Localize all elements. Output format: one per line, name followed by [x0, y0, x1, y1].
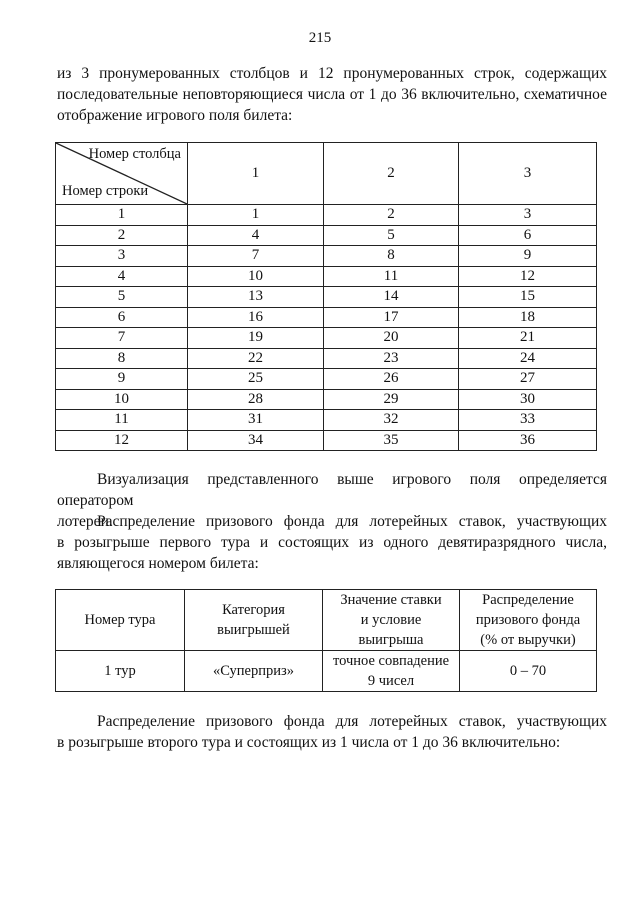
grid-col-header: 3 [459, 143, 597, 205]
grid-cell: 32 [324, 410, 459, 431]
grid-cell: 11 [324, 266, 459, 287]
prize-header-cell [460, 590, 597, 651]
grid-row [56, 389, 597, 410]
prize-header-cell-line: выигрышей [217, 622, 290, 638]
grid-col-header: 2 [324, 143, 459, 205]
prize-distribution-paragraph-2 [57, 711, 607, 753]
intro-line: последовательные неповторяющиеся числа от 1 до 36 включительно, схематичное [57, 86, 607, 103]
grid-cell: 3 [459, 205, 597, 226]
grid-row [56, 410, 597, 431]
prize-cell [460, 651, 597, 692]
grid-cell: 14 [324, 287, 459, 308]
grid-cell: 33 [459, 410, 597, 431]
prize-header-cell [185, 590, 323, 651]
grid-cell: 25 [188, 369, 324, 390]
prize-header-cell-line: Категория [222, 602, 285, 618]
grid-row-number: 7 [56, 328, 188, 349]
grid-cell: 29 [324, 389, 459, 410]
grid-cell: 5 [324, 225, 459, 246]
grid-cell: 27 [459, 369, 597, 390]
grid-cell: 9 [459, 246, 597, 267]
grid-cell: 24 [459, 348, 597, 369]
grid-cell: 12 [459, 266, 597, 287]
grid-row-number: 6 [56, 307, 188, 328]
grid-row [56, 287, 597, 308]
prize-cell [185, 651, 323, 692]
grid-cell: 20 [324, 328, 459, 349]
prize-cell [56, 651, 185, 692]
grid-row [56, 328, 597, 349]
grid-row-number: 9 [56, 369, 188, 390]
grid-header-row [56, 143, 597, 205]
grid-cell: 26 [324, 369, 459, 390]
prize-header-cell-line: и условие [360, 612, 422, 628]
grid-row-number: 5 [56, 287, 188, 308]
grid-cell: 31 [188, 410, 324, 431]
grid-col-header: 1 [188, 143, 324, 205]
grid-cell: 23 [324, 348, 459, 369]
distribution-line: в розыгрыше второго тура и состоящих из 1 числа от 1 до 36 включительно: [57, 734, 561, 751]
prize-header-cell-line: (% от выручки) [480, 632, 576, 648]
grid-cell: 22 [188, 348, 324, 369]
grid-cell: 2 [324, 205, 459, 226]
corner-col-label: Номер столбца [88, 146, 181, 162]
grid-cell: 36 [459, 430, 597, 451]
grid-cell: 35 [324, 430, 459, 451]
grid-row [56, 307, 597, 328]
grid-cell: 30 [459, 389, 597, 410]
grid-corner-cell [56, 143, 188, 205]
prize-cell-line: «Суперприз» [212, 663, 294, 679]
distribution-line: Распределение призового фонда для лотерейных ставок, участвующих [97, 713, 607, 730]
prize-cell [323, 651, 460, 692]
prize-cell-line: 1 тур [104, 663, 136, 679]
grid-cell: 7 [188, 246, 324, 267]
grid-cell: 16 [188, 307, 324, 328]
prize-distribution-paragraph-1 [57, 511, 607, 574]
prize-header-cell [323, 590, 460, 651]
prize-cell-line: точное совпадение [332, 653, 450, 669]
grid-cell: 17 [324, 307, 459, 328]
grid-row [56, 430, 597, 451]
page-number: 215 [308, 30, 332, 46]
visualization-line: Визуализация представленного выше игрового поля определяется оператором [57, 471, 607, 509]
prize-header-cell-line: Распределение [482, 592, 574, 608]
grid-cell: 34 [188, 430, 324, 451]
grid-row [56, 246, 597, 267]
grid-cell: 10 [188, 266, 324, 287]
intro-line: отображение игрового поля билета: [57, 107, 293, 124]
grid-cell: 6 [459, 225, 597, 246]
prize-row [56, 651, 597, 692]
grid-cell: 13 [188, 287, 324, 308]
grid-cell: 18 [459, 307, 597, 328]
prize-header-cell-line: призового фонда [475, 612, 581, 628]
intro-paragraph [57, 63, 607, 126]
grid-row-number: 8 [56, 348, 188, 369]
grid-row [56, 348, 597, 369]
grid-row-number: 1 [56, 205, 188, 226]
grid-cell: 8 [324, 246, 459, 267]
grid-cell: 28 [188, 389, 324, 410]
prize-distribution-table [55, 589, 597, 692]
prize-header-cell [56, 590, 185, 651]
distribution-line: в розыгрыше первого тура и состоящих из одного девятиразрядного числа, [57, 534, 607, 551]
grid-row-number: 4 [56, 266, 188, 287]
prize-header-cell-line: выигрыша [358, 632, 424, 648]
grid-row [56, 266, 597, 287]
prize-header-cell-line: Значение ставки [340, 592, 442, 608]
grid-cell: 15 [459, 287, 597, 308]
distribution-line: являющегося номером билета: [57, 555, 259, 572]
grid-row-number: 11 [56, 410, 188, 431]
grid-row-number: 2 [56, 225, 188, 246]
visualization-line: лотереи. [57, 513, 113, 530]
grid-row [56, 205, 597, 226]
intro-line: из 3 пронумерованных столбцов и 12 пронумерованных строк, содержащих [57, 65, 607, 82]
grid-row-number: 12 [56, 430, 188, 451]
prize-header-row [56, 590, 597, 651]
grid-cell: 1 [188, 205, 324, 226]
grid-cell: 21 [459, 328, 597, 349]
grid-row-number: 10 [56, 389, 188, 410]
grid-row [56, 225, 597, 246]
grid-row [56, 369, 597, 390]
corner-row-label: Номер строки [62, 183, 149, 199]
grid-cell: 19 [188, 328, 324, 349]
distribution-line: Распределение призового фонда для лотерейных ставок, участвующих [97, 513, 607, 530]
prize-cell-line: 9 чисел [367, 673, 415, 689]
prize-header-cell-line: Номер тура [84, 612, 156, 628]
grid-row-number: 3 [56, 246, 188, 267]
game-grid-table [55, 142, 597, 451]
prize-cell-line: 0 – 70 [509, 663, 547, 679]
grid-cell: 4 [188, 225, 324, 246]
